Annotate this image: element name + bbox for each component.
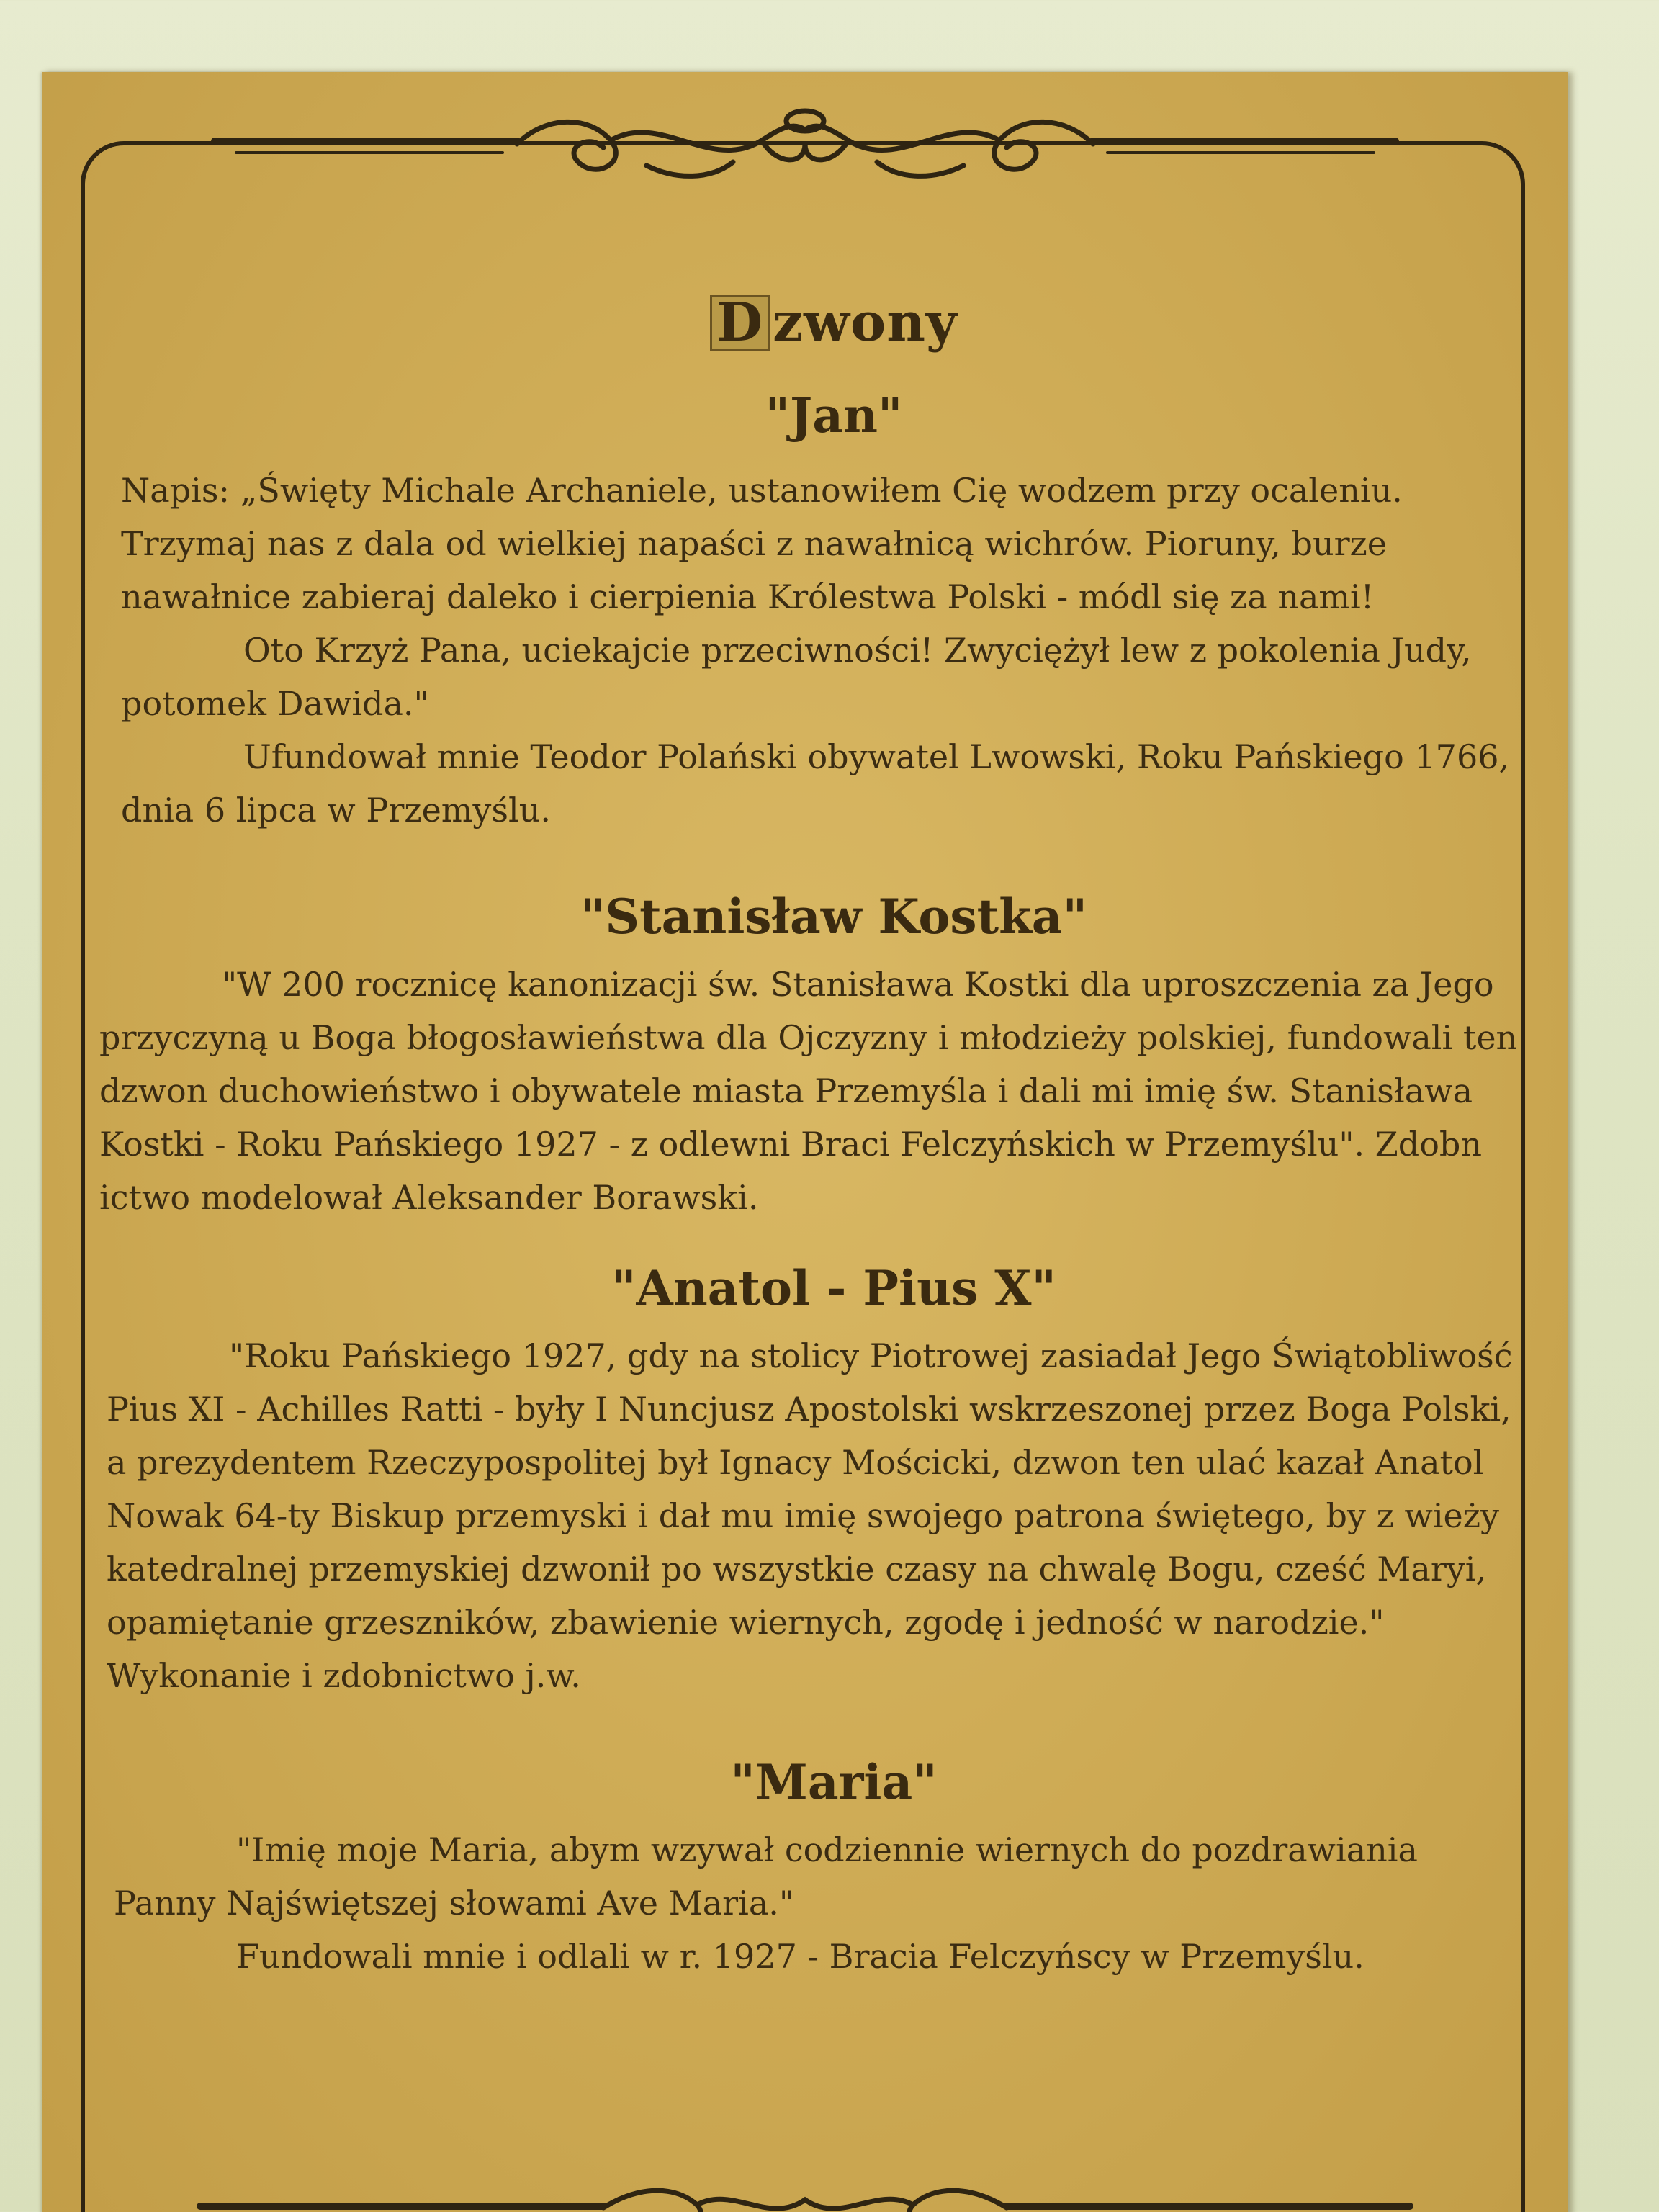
inscription-paragraph: Oto Krzyż Pana, uciekajcie przeciwności! Zwyciężył lew z pokolenia Judy, potomek Dawida." xyxy=(121,631,1472,723)
bell-plaque xyxy=(42,72,1568,2212)
bell-name-stanislaw-kostka: "Stanisław Kostka" xyxy=(580,889,1087,945)
inscription-paragraph: "Roku Pańskiego 1927, gdy na stolicy Piotrowej zasiadał Jego Świątobliwość Pius XI - Achilles Ratti - były I Nuncjusz Apostolski wskrzeszonej przez Boga Polski, a prezydentem Rzeczypospolitej był Ignacy Mościcki, dzwon ten ulać kazał Anatol Nowak 64-ty Biskup przemyski i dał mu imię swojego patrona świętego, by z wieży katedralnej przemyskiej dzwonił po wszystkie czasy na chwalę Bogu, cześć Maryi, opamiętanie grzeszników, zbawienie wiernych, zgodę i jedność w narodzie." xyxy=(107,1336,1513,1642)
inscription-paragraph: "W 200 rocznicę kanonizacji św. Stanisława Kostki dla uproszczenia za Jego przyczyną u Boga błogosławieństwa dla Ojczyzny i młodzieży polskiej, fundowali ten dzwon duchowieństwo i obywatele miasta Przemyśla i dali mi imię św. Stanisława Kostki - Roku Pańskiego 1927 - z odlewni Braci Felczyńskich w Przemyślu". Zdobn ictwo modelował Aleksander Borawski. xyxy=(99,965,1518,1217)
decorated-initial: D xyxy=(710,295,770,351)
plaque-text xyxy=(99,288,1525,1983)
bell-name-jan: "Jan" xyxy=(765,387,903,444)
bell-name-anatol-pius: "Anatol - Pius X" xyxy=(611,1260,1056,1316)
inscription-paragraph: Napis: „Święty Michale Archaniele, ustanowiłem Cię wodzem przy ocaleniu. Trzymaj nas z dala od wielkiej napaści z nawałnicą wichrów. Pioruny, burze nawałnice zabieraj daleko i cierpienia Królestwa Polski - módl się za nami! xyxy=(121,471,1403,616)
inscription-paragraph: Wykonanie i zdobnictwo j.w. xyxy=(107,1656,581,1695)
inscription-paragraph: "Imię moje Maria, abym wzywał codziennie wiernych do pozdrawiania Panny Najświętszej słowami Ave Maria." xyxy=(114,1830,1418,1923)
page-title xyxy=(143,288,1525,357)
inscription-paragraph: Fundowali mnie i odlali w r. 1927 - Bracia Felczyńscy w Przemyślu. xyxy=(236,1937,1364,1976)
inscription-paragraph: Ufundował mnie Teodor Polański obywatel Lwowski, Roku Pańskiego 1766, dnia 6 lipca w Przemyślu. xyxy=(121,737,1510,830)
title-rest: zwony xyxy=(773,292,958,354)
bell-name-maria: "Maria" xyxy=(730,1754,938,1810)
